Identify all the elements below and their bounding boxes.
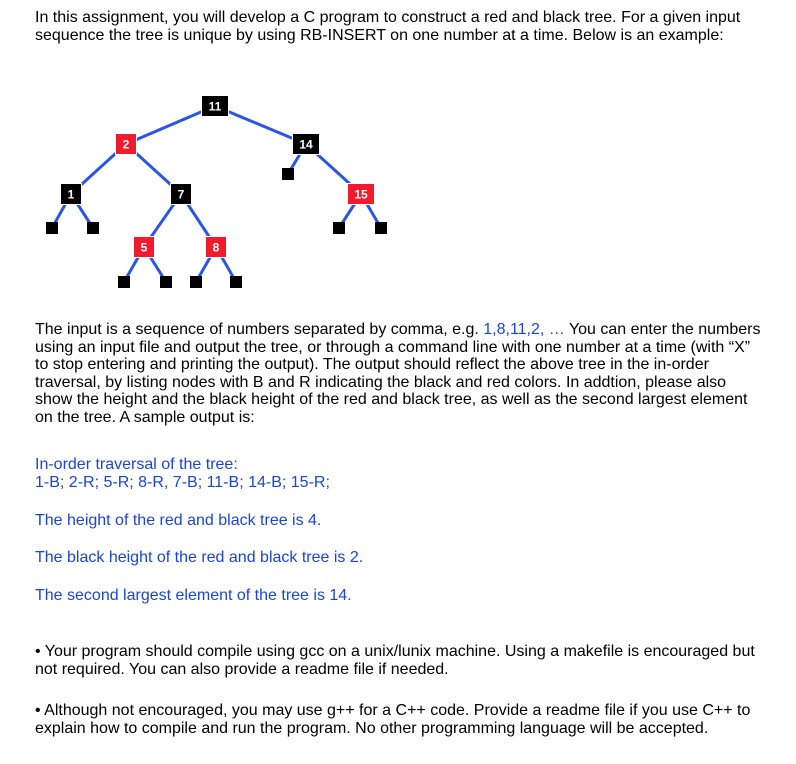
- nil-leaf: [87, 222, 99, 234]
- tree-nil-leaves: [46, 168, 387, 288]
- tree-node-2: [115, 133, 137, 155]
- tree-node-15: [347, 183, 375, 205]
- traversal-heading: In-order traversal of the tree:: [35, 456, 238, 473]
- nil-leaf: [282, 168, 294, 180]
- tree-node-label: 8: [212, 240, 220, 255]
- tree-node-8: [205, 236, 227, 258]
- nil-leaf: [118, 276, 130, 288]
- bullet-cpp: • Although not encouraged, you may use g++ for a C++ code. Provide a readme file if you use C++ to explain how to compile and run the program. No other programming language will be accepted.: [35, 702, 751, 737]
- nil-leaf: [230, 276, 242, 288]
- tree-node-11: [201, 95, 229, 117]
- nil-leaf: [160, 276, 172, 288]
- tree-node-label: 1: [67, 187, 75, 202]
- nil-leaf: [375, 222, 387, 234]
- second-largest-output: The second largest element of the tree is 14.: [35, 587, 352, 604]
- traversal-output: 1-B; 2-R; 5-R; 8-R, 7-B; 11-B; 14-B; 15-R;: [35, 474, 330, 491]
- bullet-compile: • Your program should compile using gcc on a unix/lunix machine. Using a makefile is encouraged but not required. You can also provide a readme file if needed.: [35, 643, 755, 678]
- tree-node-label: 5: [140, 240, 148, 255]
- description-part2: You can enter the numbers using an input file and output the tree, or through a command line with one number at a time (with “X” to stop entering and printing the output). The output should reflect the above tree in the in-order traversal, by listing nodes with B and R indicating the black and red colors. In addtion, please also show the height and the black height of the red and black tree, as well as the second largest element on the tree. A sample output is:: [35, 321, 761, 426]
- tree-node-label: 15: [354, 187, 368, 202]
- description-part1: The input is a sequence of numbers separated by comma, e.g.: [35, 321, 484, 338]
- black-height-output: The black height of the red and black tree is 2.: [35, 549, 364, 566]
- red-black-tree-diagram: [0, 0, 796, 300]
- description-paragraph: [35, 321, 765, 426]
- input-example: 1,8,11,2, …: [483, 321, 565, 338]
- intro-paragraph: In this assignment, you will develop a C program to construct a red and black tree. For a given input sequence the tree is unique by using RB-INSERT on one number at a time. Below is an example:: [35, 9, 741, 44]
- tree-node-label: 7: [177, 187, 185, 202]
- tree-nodes: [60, 95, 375, 258]
- tree-node-1: [60, 183, 82, 205]
- tree-node-5: [133, 236, 155, 258]
- tree-node-7: [170, 183, 192, 205]
- nil-leaf: [333, 222, 345, 234]
- nil-leaf: [190, 276, 202, 288]
- tree-node-label: 11: [208, 99, 222, 114]
- tree-node-label: 14: [299, 137, 313, 152]
- height-output: The height of the red and black tree is 4.: [35, 512, 322, 529]
- tree-node-14: [292, 133, 320, 155]
- tree-node-label: 2: [122, 137, 130, 152]
- nil-leaf: [46, 222, 58, 234]
